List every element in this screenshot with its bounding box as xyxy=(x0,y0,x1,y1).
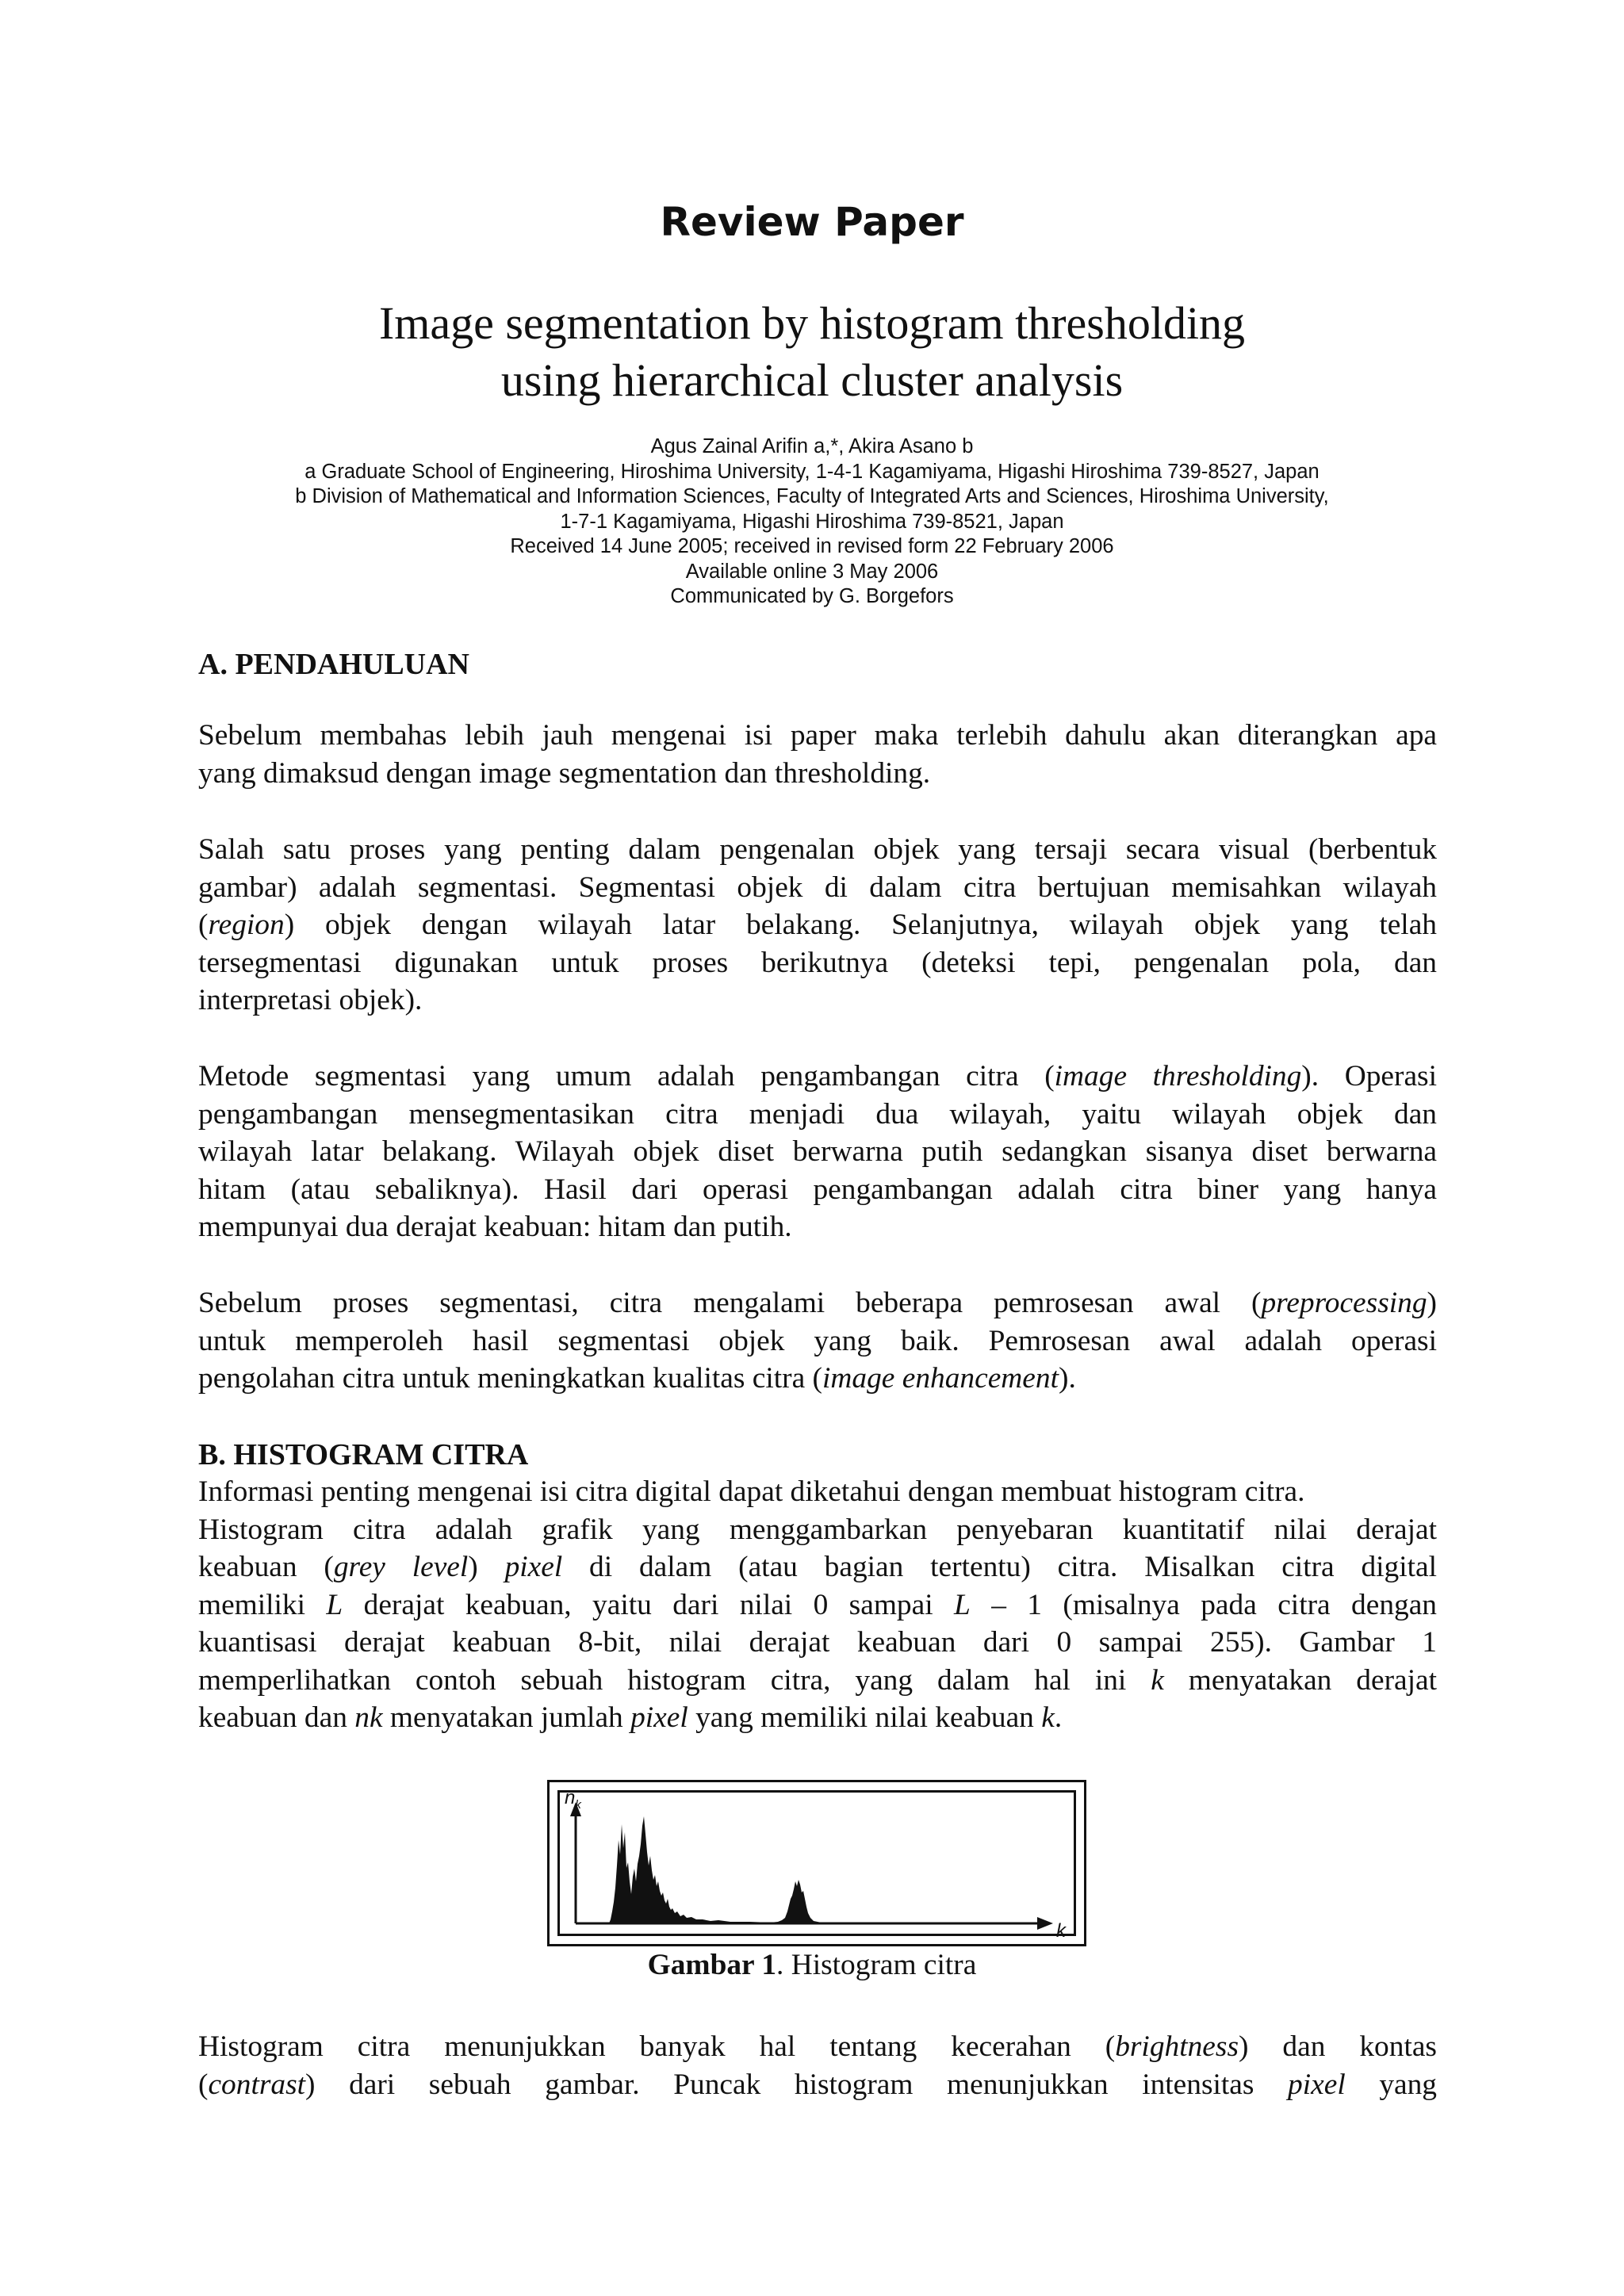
caption-text: . Histogram citra xyxy=(776,1949,977,1981)
title-line-2: using hierarchical cluster analysis xyxy=(500,354,1124,406)
x-axis-label: k xyxy=(1056,1920,1066,1938)
text-line: gambar) adalah segmentasi. Segmentasi objek di dalam citra bertujuan memisahkan wilayah xyxy=(198,871,1437,904)
text-run: Metode segmentasi yang umum adalah pengambangan citra ( xyxy=(198,1060,1055,1093)
paragraph-4 xyxy=(198,1284,1437,1398)
available-online: Available online 3 May 2006 xyxy=(685,560,939,583)
text-run: keabuan dan xyxy=(198,1701,355,1734)
paper-metadata xyxy=(0,434,1624,610)
text-line: Histogram citra adalah grafik yang menggambarkan penyebaran kuantitatif nilai derajat xyxy=(198,1513,1437,1546)
text-line: pengambangan mensegmentasikan citra menjadi dua wilayah, yaitu wilayah objek dan xyxy=(198,1097,1437,1131)
emphasis: L xyxy=(326,1588,343,1621)
emphasis: pixel xyxy=(630,1701,688,1734)
authors: Agus Zainal Arifin a,*, Akira Asano b xyxy=(650,435,974,457)
text-line xyxy=(198,1284,1437,1322)
text-run: di dalam (atau bagian tertentu) citra. Misalkan citra digital xyxy=(562,1551,1437,1583)
text-line xyxy=(198,1586,1437,1624)
text-run: – 1 (misalnya pada citra dengan xyxy=(970,1588,1437,1621)
paragraph-3 xyxy=(198,1058,1437,1246)
text-line: untuk memperoleh hasil segmentasi objek yang baik. Pemrosesan awal adalah operasi xyxy=(198,1324,1437,1357)
emphasis: nk xyxy=(354,1701,383,1734)
text-line: interpretasi objek). xyxy=(198,984,423,1016)
text-line xyxy=(198,906,1437,944)
text-line: Salah satu proses yang penting dalam pengenalan objek yang tersaji secara visual (berbentuk xyxy=(198,833,1437,866)
emphasis: image enhancement xyxy=(822,1362,1059,1395)
histogram-frame xyxy=(557,1790,1076,1936)
emphasis: region xyxy=(208,909,285,941)
affiliation-b-line-1: b Division of Mathematical and Information Sciences, Faculty of Integrated Arts and Sciences, Hiroshima University, xyxy=(295,485,1329,507)
text-run: ) dan kontas xyxy=(1239,2030,1437,2063)
text-run: Histogram citra menunjukkan banyak hal tentang kecerahan ( xyxy=(198,2030,1116,2063)
text-run: menyatakan jumlah xyxy=(382,1701,631,1734)
emphasis: k xyxy=(1041,1701,1055,1734)
y-axis-label-n: n xyxy=(565,1793,576,1808)
paragraph-2 xyxy=(198,831,1437,1020)
y-axis-label-sub: k xyxy=(575,1798,581,1812)
text-line xyxy=(198,1699,1437,1737)
text-run: ) xyxy=(1427,1287,1437,1319)
received-dates: Received 14 June 2005; received in revised form 22 February 2006 xyxy=(510,535,1114,557)
text-run: yang memiliki nilai keabuan xyxy=(688,1701,1042,1734)
text-run: menyatakan derajat xyxy=(1163,1663,1437,1697)
text-line: Informasi penting mengenai isi citra digital dapat diketahui dengan membuat histogram citra. xyxy=(198,1475,1305,1508)
text-run: Sebelum proses segmentasi, citra mengalami beberapa pemrosesan awal ( xyxy=(198,1287,1262,1319)
text-run: yang xyxy=(1345,2068,1438,2101)
emphasis: k xyxy=(1151,1663,1164,1697)
affiliation-b-line-2: 1-7-1 Kagamiyama, Higashi Hiroshima 739-8521, Japan xyxy=(560,510,1064,533)
paper-title xyxy=(0,295,1624,409)
text-line xyxy=(198,1360,1437,1398)
text-line: Sebelum membahas lebih jauh mengenai isi paper maka terlebih dahulu akan diterangkan apa xyxy=(198,719,1437,752)
text-line: hitam (atau sebaliknya). Hasil dari operasi pengambangan adalah citra biner yang hanya xyxy=(198,1173,1437,1206)
text-line: kuantisasi derajat keabuan 8-bit, nilai derajat keabuan dari 0 sampai 255). Gambar 1 xyxy=(198,1626,1437,1659)
paragraph-6 xyxy=(198,2028,1437,2103)
emphasis: preprocessing xyxy=(1261,1287,1427,1319)
text-line xyxy=(198,2066,1437,2104)
text-line: tersegmentasi digunakan untuk proses berikutnya (deteksi tepi, pengenalan pola, dan xyxy=(198,946,1437,979)
text-run: ) xyxy=(468,1551,505,1583)
text-line: yang dimaksud dengan image segmentation dan thresholding. xyxy=(198,756,931,790)
communicated-by: Communicated by G. Borgefors xyxy=(670,585,954,607)
text-run: memperlihatkan contoh sebuah histogram citra, yang dalam hal ini xyxy=(198,1663,1151,1697)
emphasis: pixel xyxy=(504,1551,563,1583)
histogram-figure xyxy=(547,1780,1086,1946)
title-line-1: Image segmentation by histogram thresholding xyxy=(378,297,1246,349)
histogram-bars xyxy=(609,1816,893,1923)
paragraph-1 xyxy=(198,717,1437,792)
text-run: ). xyxy=(1059,1362,1076,1395)
paragraph-5 xyxy=(198,1473,1437,1737)
text-run: derajat keabuan, yaitu dari nilai 0 sampai xyxy=(343,1588,954,1621)
emphasis: brightness xyxy=(1115,2030,1239,2063)
text-line xyxy=(198,1548,1437,1586)
text-run: . xyxy=(1054,1701,1063,1734)
section-heading-pendahuluan: A. PENDAHULUAN xyxy=(198,648,469,681)
affiliation-a: a Graduate School of Engineering, Hiroshima University, 1-4-1 Kagamiyama, Higashi Hiroshima 739-8527, Japan xyxy=(304,460,1320,483)
text-line xyxy=(198,1662,1437,1700)
histogram-plot xyxy=(560,1793,1078,1938)
text-line xyxy=(198,2028,1437,2066)
emphasis: L xyxy=(954,1588,971,1621)
figure-caption xyxy=(0,1946,1624,1984)
x-axis-arrow-icon xyxy=(1037,1917,1053,1930)
text-line: mempunyai dua derajat keabuan: hitam dan putih. xyxy=(198,1211,792,1243)
section-heading-histogram-citra: B. HISTOGRAM CITRA xyxy=(198,1438,529,1471)
text-run: ( xyxy=(198,909,209,941)
review-paper-label: Review Paper xyxy=(660,199,964,245)
text-run: ). Operasi xyxy=(1301,1060,1437,1093)
text-run: ( xyxy=(198,2068,209,2101)
text-line xyxy=(198,1058,1437,1096)
emphasis: pixel xyxy=(1288,2068,1346,2101)
text-run: ) objek dengan wilayah latar belakang. Selanjutnya, wilayah objek yang telah xyxy=(284,909,1437,941)
emphasis: contrast xyxy=(208,2068,306,2101)
caption-label: Gambar 1 xyxy=(647,1949,777,1981)
text-run: memiliki xyxy=(198,1588,327,1621)
text-run: ) dari sebuah gambar. Puncak histogram menunjukkan intensitas xyxy=(305,2068,1289,2101)
emphasis: image thresholding xyxy=(1054,1060,1302,1093)
text-run: pengolahan citra untuk meningkatkan kualitas citra ( xyxy=(198,1362,823,1395)
text-line: wilayah latar belakang. Wilayah objek diset berwarna putih sedangkan sisanya diset berwarna xyxy=(198,1135,1437,1168)
emphasis: grey level xyxy=(333,1551,469,1583)
text-run: keabuan ( xyxy=(198,1551,334,1583)
